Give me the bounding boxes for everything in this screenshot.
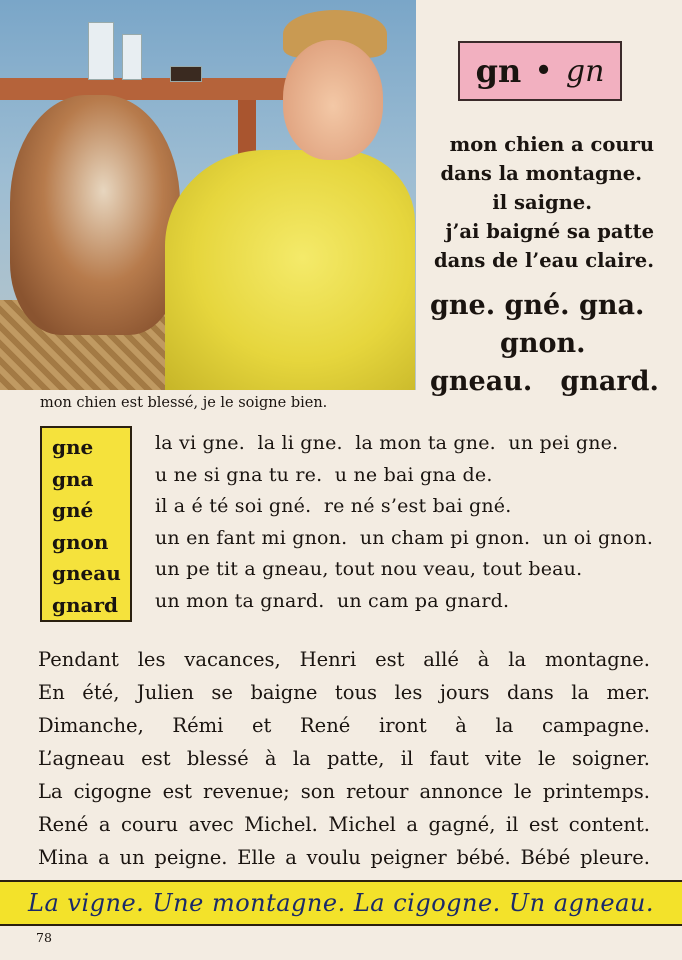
page-number: 78 (36, 930, 52, 945)
sentence: En été, Julien se baigne tous les jours dans la mer. (38, 681, 650, 704)
syllable-rows (155, 428, 675, 618)
illustration-photo (0, 0, 416, 390)
poem-line: mon chien a couru (449, 133, 654, 156)
poem-line: j’ai baigné sa patte (445, 220, 654, 243)
shelf (0, 78, 300, 100)
syllable-summary (426, 287, 682, 401)
bottle (88, 22, 114, 80)
syllable-row: il a é té soi gné. re né s’est bai gné. (155, 495, 512, 518)
script-band (0, 880, 682, 926)
sentence: Dimanche, Rémi et René iront à la campagne. (38, 714, 650, 737)
gn-print: gn (475, 52, 522, 90)
syllable-row: un mon ta gnard. un cam pa gnard. (155, 589, 510, 612)
sentence: Mina a un peigne. Elle a voulu peigner bébé. Bébé pleure. (38, 846, 650, 869)
gn-lesson-box (458, 41, 622, 101)
reading-sentences (38, 643, 650, 874)
poem-line: dans de l’eau claire. (433, 249, 654, 272)
gn-script: gn (565, 53, 605, 89)
gn-dot: • (535, 56, 552, 86)
boy-yellow-pajamas (165, 150, 415, 390)
syllable-row: u ne si gna tu re. u ne bai gna de. (155, 463, 493, 486)
sound-item: gnon (52, 529, 109, 554)
syllable-line: gnon. (500, 328, 586, 359)
boy-head (283, 40, 383, 160)
photo-caption: mon chien est blessé, je le soigne bien. (40, 395, 328, 411)
poem-line: il saigne. (492, 191, 592, 214)
syllable-row: la vi gne. la li gne. la mon ta gne. un pei gne. (155, 432, 619, 454)
jar (170, 66, 202, 82)
sound-item: gneau (52, 561, 121, 586)
syllable-row: un en fant mi gnon. un cham pi gnon. un oi gnon. (155, 526, 654, 549)
sentence: Pendant les vacances, Henri est allé à la montagne. (38, 648, 650, 671)
bottle (122, 34, 142, 80)
sound-item: gne (52, 435, 94, 459)
sound-item: gné (52, 498, 94, 523)
script-line: La vigne. Une montagne. La cigogne. Un agneau. (28, 889, 654, 917)
dog (10, 95, 180, 335)
sound-item: gnard (52, 592, 119, 617)
sentence: La cigogne est revenue; son retour annonce le printemps. (38, 780, 650, 803)
poem (420, 130, 682, 275)
poem-line: dans la montagne. (440, 162, 642, 185)
syllable-line: gne. gné. gna. (430, 290, 645, 321)
sentence: L’agneau est blessé à la patte, il faut vite le soigner. (38, 747, 650, 770)
sound-item: gna (52, 466, 94, 491)
sentence: René a couru avec Michel. Michel a gagné, il est content. (38, 813, 650, 836)
syllable-line: gneau. gnard. (430, 366, 659, 397)
sound-box (40, 426, 132, 622)
syllable-row: un pe tit a gneau, tout nou veau, tout beau. (155, 558, 583, 581)
